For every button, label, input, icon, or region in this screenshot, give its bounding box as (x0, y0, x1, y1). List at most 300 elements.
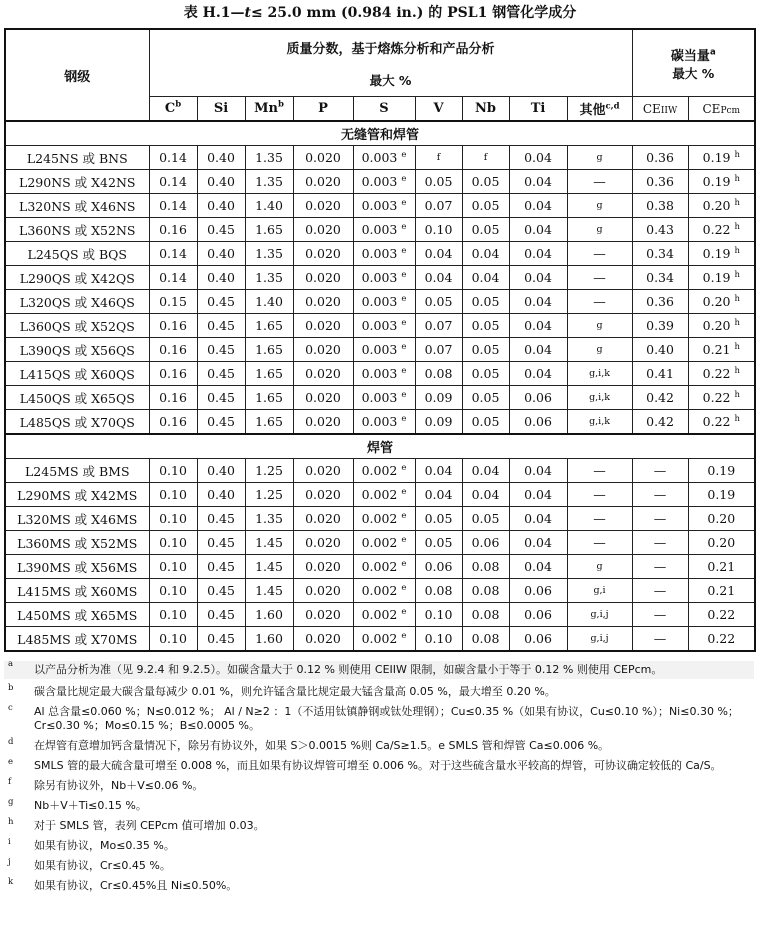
value-text: 0.19 (707, 487, 736, 502)
column-label: C (164, 101, 176, 116)
value-cell: 0.10 (149, 459, 197, 483)
footnote-label: i (8, 837, 11, 847)
value-cell (688, 459, 755, 483)
value-text: 0.003 (361, 150, 398, 165)
value-cell: 0.08 (462, 603, 509, 627)
column-sub: Pcm (720, 105, 741, 116)
value-cell: 0.05 (415, 531, 462, 555)
footnote (4, 759, 754, 773)
value-cell: 0.04 (462, 459, 509, 483)
value-cell: 0.04 (509, 483, 567, 507)
footnote-label: a (8, 659, 14, 669)
value-cell: — (567, 507, 632, 531)
section-title: 焊管 (5, 434, 755, 459)
carbon-equivalent-header: 碳当量$^a$ 最大 % (632, 29, 755, 97)
value-text: 0.003 (361, 174, 398, 189)
value-cell: 0.14 (149, 194, 197, 218)
value-cell: 0.05 (415, 170, 462, 194)
table-row (5, 242, 755, 266)
value-cell: 0.16 (149, 386, 197, 410)
value-cell: 0.020 (293, 410, 353, 435)
value-cell: 0.45 (197, 531, 245, 555)
value-text: 0.002 (361, 511, 398, 526)
value-cell: 0.08 (462, 627, 509, 652)
value-cell: 0.45 (197, 555, 245, 579)
value-cell: — (632, 627, 688, 652)
value-cell (353, 362, 415, 386)
footnote (4, 685, 754, 699)
value-cell: 0.04 (415, 242, 462, 266)
column-label: Ti (530, 101, 546, 116)
value-cell: 0.16 (149, 314, 197, 338)
value-cell: 0.06 (509, 579, 567, 603)
column-label: V (433, 101, 444, 116)
value-cell: 0.45 (197, 386, 245, 410)
value-cell: 0.06 (509, 410, 567, 435)
value-text: 0.22 (702, 222, 731, 237)
table-row (5, 314, 755, 338)
column-header (509, 97, 567, 122)
value-cell: 1.65 (245, 314, 293, 338)
footnote-ref: h (734, 221, 740, 232)
value-cell: 0.10 (415, 218, 462, 242)
value-cell: 0.04 (509, 531, 567, 555)
value-cell: 0.06 (509, 386, 567, 410)
value-cell: 1.25 (245, 459, 293, 483)
grade-cell: L245QS 或 BQS (5, 242, 149, 266)
value-text: 0.003 (361, 222, 398, 237)
value-cell (353, 579, 415, 603)
value-cell: — (632, 579, 688, 603)
value-cell: 0.020 (293, 507, 353, 531)
value-text: 0.003 (361, 390, 398, 405)
footnote (4, 799, 754, 813)
value-cell: 0.04 (509, 362, 567, 386)
value-cell: 0.04 (509, 170, 567, 194)
footnote (4, 839, 754, 853)
value-cell: 0.14 (149, 266, 197, 290)
value-cell (353, 266, 415, 290)
value-text: 0.003 (361, 366, 398, 381)
footnote-ref: h (734, 341, 740, 352)
value-cell: 0.40 (197, 146, 245, 170)
value-cell: 0.15 (149, 290, 197, 314)
value-cell: 0.04 (509, 290, 567, 314)
footnote-text: SMLS 管的最大硫含量可增至 0.008 %，而且如果有协议焊管可增至 0.006 %。对于这些硫含量水平较高的焊管，可协议确定较低的 Ca/S。 (34, 759, 722, 772)
value-text: 0.002 (361, 535, 398, 550)
column-header (688, 97, 755, 122)
footnote-ref: e (401, 534, 407, 545)
value-cell: 0.45 (197, 314, 245, 338)
column-header (197, 97, 245, 122)
grade-cell: L290MS 或 X42MS (5, 483, 149, 507)
value-cell: 0.06 (509, 627, 567, 652)
value-cell: 0.36 (632, 146, 688, 170)
value-cell: 0.45 (197, 627, 245, 652)
value-cell: 0.16 (149, 218, 197, 242)
value-cell: 0.45 (197, 603, 245, 627)
value-text: 0.003 (361, 294, 398, 309)
table-row (5, 483, 755, 507)
value-cell: 0.04 (462, 242, 509, 266)
grade-cell: L415QS 或 X60QS (5, 362, 149, 386)
value-cell (688, 290, 755, 314)
column-header (632, 97, 688, 122)
grade-header: 钢级 (5, 29, 149, 121)
value-cell: 1.65 (245, 410, 293, 435)
value-text: 0.22 (707, 607, 736, 622)
footnote-label: b (8, 683, 14, 693)
grade-cell: L360NS 或 X52NS (5, 218, 149, 242)
grade-cell: L450QS 或 X65QS (5, 386, 149, 410)
footnote-ref: h (734, 413, 740, 424)
grade-cell: L320QS 或 X46QS (5, 290, 149, 314)
value-cell: 1.65 (245, 362, 293, 386)
value-cell: 0.04 (509, 218, 567, 242)
value-cell: 1.35 (245, 146, 293, 170)
value-cell (353, 483, 415, 507)
value-cell: 0.08 (415, 579, 462, 603)
value-cell: — (632, 531, 688, 555)
value-cell: — (632, 483, 688, 507)
footnote (4, 705, 754, 733)
value-cell: g,i,j (567, 603, 632, 627)
footnote-label: g (8, 797, 14, 807)
value-cell: 0.14 (149, 242, 197, 266)
footnote-label: h (8, 817, 14, 827)
footnote-ref: e (401, 317, 407, 328)
value-cell: 0.020 (293, 314, 353, 338)
section-title: 无缝管和焊管 (5, 121, 755, 146)
value-cell: 0.07 (415, 338, 462, 362)
value-text: 0.003 (361, 342, 398, 357)
column-sup: b (175, 99, 182, 110)
column-sup: c,d (605, 101, 620, 112)
value-cell: 0.05 (462, 218, 509, 242)
grade-cell: L360QS 或 X52QS (5, 314, 149, 338)
value-cell (353, 242, 415, 266)
value-cell: 0.04 (509, 555, 567, 579)
value-cell: 0.020 (293, 386, 353, 410)
column-header (415, 97, 462, 122)
value-cell: 0.07 (415, 194, 462, 218)
value-cell: — (632, 555, 688, 579)
value-cell: 0.05 (462, 507, 509, 531)
value-cell: 0.45 (197, 579, 245, 603)
table-row (5, 603, 755, 627)
section-row (5, 121, 755, 146)
value-cell (353, 146, 415, 170)
value-text: 0.22 (702, 366, 731, 381)
footnote-text: 如果有协议，Cr≤0.45%且 Ni≤0.50%。 (34, 879, 238, 892)
footnote (4, 879, 754, 893)
grade-cell: L290QS 或 X42QS (5, 266, 149, 290)
value-cell (353, 603, 415, 627)
table-row (5, 146, 755, 170)
value-cell: 0.16 (149, 410, 197, 435)
footnote-label: e (8, 757, 14, 767)
value-cell: 0.45 (197, 410, 245, 435)
footnote-ref: e (401, 582, 407, 593)
table-row (5, 386, 755, 410)
value-cell: 0.45 (197, 362, 245, 386)
value-cell: 0.05 (462, 194, 509, 218)
table-row (5, 579, 755, 603)
footnote-ref: h (734, 365, 740, 376)
value-cell: 0.40 (197, 483, 245, 507)
value-cell: 0.45 (197, 338, 245, 362)
value-cell: — (567, 483, 632, 507)
table-row (5, 410, 755, 435)
grade-cell: L290NS 或 X42NS (5, 170, 149, 194)
column-header (567, 97, 632, 122)
value-cell: — (567, 531, 632, 555)
value-cell: 0.05 (462, 338, 509, 362)
footnote-ref: e (401, 413, 407, 424)
value-cell: 0.10 (149, 579, 197, 603)
value-cell: 0.05 (462, 290, 509, 314)
column-sup: b (277, 99, 284, 110)
value-cell (353, 531, 415, 555)
value-text: 0.20 (702, 318, 731, 333)
grade-cell: L485MS 或 X70MS (5, 627, 149, 652)
value-cell: 0.14 (149, 146, 197, 170)
footnote-ref: e (401, 558, 407, 569)
value-cell (688, 531, 755, 555)
footnote-ref: h (734, 245, 740, 256)
value-text: 0.19 (707, 463, 736, 478)
value-cell: 0.05 (462, 314, 509, 338)
value-cell: 1.40 (245, 194, 293, 218)
value-text: 0.22 (707, 631, 736, 646)
value-cell (353, 386, 415, 410)
column-header (462, 97, 509, 122)
value-text: 0.002 (361, 631, 398, 646)
grade-cell: L320NS 或 X46NS (5, 194, 149, 218)
footnote-ref: e (401, 245, 407, 256)
value-cell: 0.08 (462, 555, 509, 579)
column-header (293, 97, 353, 122)
footnote-label: d (8, 737, 14, 747)
footnote-label: j (8, 857, 11, 867)
value-cell: 0.06 (509, 603, 567, 627)
column-sub: IIW (660, 105, 678, 116)
table-row (5, 266, 755, 290)
value-cell (688, 194, 755, 218)
value-cell (688, 170, 755, 194)
footnote-label: k (8, 877, 14, 887)
value-cell: 0.36 (632, 170, 688, 194)
value-cell: 0.05 (415, 290, 462, 314)
value-cell: 0.020 (293, 266, 353, 290)
value-cell: 0.04 (509, 146, 567, 170)
value-cell: — (567, 170, 632, 194)
column-label: CE (702, 101, 721, 116)
footnote-text: 对于 SMLS 管，表列 CEPcm 值可增加 0.03。 (34, 819, 265, 832)
value-cell: 0.04 (509, 194, 567, 218)
footnote-ref: e (401, 149, 407, 160)
value-cell: — (632, 459, 688, 483)
value-cell: — (567, 290, 632, 314)
value-cell (688, 555, 755, 579)
value-text: 0.22 (702, 390, 731, 405)
value-cell: g (567, 146, 632, 170)
table-row (5, 555, 755, 579)
grade-cell: L415MS 或 X60MS (5, 579, 149, 603)
value-cell: g (567, 338, 632, 362)
value-cell: — (567, 266, 632, 290)
footnote-label: c (8, 703, 13, 713)
value-cell: 0.10 (149, 627, 197, 652)
value-text: 0.003 (361, 246, 398, 261)
value-cell: 0.40 (197, 459, 245, 483)
column-label: 其他 (579, 103, 606, 118)
value-cell (688, 218, 755, 242)
value-text: 0.19 (702, 270, 731, 285)
table-row (5, 459, 755, 483)
value-cell: 1.40 (245, 290, 293, 314)
value-cell: 0.14 (149, 170, 197, 194)
value-cell: 0.45 (197, 290, 245, 314)
grade-cell: L390MS 或 X56MS (5, 555, 149, 579)
footnote-ref: e (401, 389, 407, 400)
table-row (5, 362, 755, 386)
value-cell: 0.05 (462, 410, 509, 435)
value-cell: 0.04 (415, 266, 462, 290)
value-cell (353, 170, 415, 194)
value-text: 0.20 (707, 511, 736, 526)
value-cell (688, 579, 755, 603)
value-cell: 0.09 (415, 410, 462, 435)
value-cell: f (462, 146, 509, 170)
value-text: 0.002 (361, 607, 398, 622)
value-cell (688, 146, 755, 170)
value-cell: 0.43 (632, 218, 688, 242)
value-cell: 1.35 (245, 170, 293, 194)
footnote-ref: h (734, 173, 740, 184)
value-cell (353, 459, 415, 483)
grade-cell: L360MS 或 X52MS (5, 531, 149, 555)
value-cell (688, 314, 755, 338)
footnote-ref: e (401, 221, 407, 232)
table-row (5, 194, 755, 218)
value-text: 0.21 (707, 583, 736, 598)
table-row (5, 290, 755, 314)
value-cell: 0.04 (462, 266, 509, 290)
value-cell: g (567, 194, 632, 218)
value-cell: 0.020 (293, 627, 353, 652)
value-cell: g,i,k (567, 410, 632, 435)
value-text: 0.20 (702, 198, 731, 213)
grade-cell: L485QS 或 X70QS (5, 410, 149, 435)
value-text: 0.003 (361, 270, 398, 285)
value-cell (688, 627, 755, 652)
chemical-composition-table (4, 28, 756, 652)
value-cell: — (632, 603, 688, 627)
value-cell: 0.020 (293, 170, 353, 194)
value-cell: 0.08 (415, 362, 462, 386)
value-cell (688, 266, 755, 290)
grade-cell: L320MS 或 X46MS (5, 507, 149, 531)
value-cell: 0.020 (293, 579, 353, 603)
footnote (4, 819, 754, 833)
value-cell: 0.10 (149, 603, 197, 627)
value-cell: 0.10 (149, 507, 197, 531)
value-cell: 0.07 (415, 314, 462, 338)
value-cell: — (567, 459, 632, 483)
value-cell: 0.020 (293, 555, 353, 579)
value-cell: f (415, 146, 462, 170)
value-cell (353, 290, 415, 314)
value-cell: 0.10 (149, 555, 197, 579)
value-text: 0.22 (702, 414, 731, 429)
footnote-text: 如果有协议，Cr≤0.45 %。 (34, 859, 171, 872)
value-text: 0.003 (361, 414, 398, 429)
value-cell: 0.05 (462, 362, 509, 386)
grade-cell: L245NS 或 BNS (5, 146, 149, 170)
value-text: 0.21 (702, 342, 731, 357)
value-cell: 1.60 (245, 603, 293, 627)
value-cell (353, 218, 415, 242)
value-cell (353, 338, 415, 362)
value-cell: 0.40 (197, 170, 245, 194)
value-cell: 0.04 (415, 459, 462, 483)
value-cell: 0.34 (632, 266, 688, 290)
value-text: 0.21 (707, 559, 736, 574)
value-cell: 0.020 (293, 194, 353, 218)
footnote-ref: e (401, 293, 407, 304)
value-cell: 0.10 (415, 603, 462, 627)
value-cell: 1.60 (245, 627, 293, 652)
value-cell: — (632, 507, 688, 531)
value-cell (688, 603, 755, 627)
value-text: 0.002 (361, 487, 398, 502)
footnote-ref: e (401, 365, 407, 376)
footnotes (4, 661, 754, 899)
value-cell: 0.16 (149, 338, 197, 362)
footnote-ref: e (401, 341, 407, 352)
value-text: 0.20 (707, 535, 736, 550)
table-row (5, 218, 755, 242)
value-text: 0.19 (702, 174, 731, 189)
value-text: 0.002 (361, 463, 398, 478)
value-cell: 0.45 (197, 218, 245, 242)
footnote-text: 以产品分析为准（见 9.2.4 和 9.2.5）。如碳含量大于 0.12 % 则使用 CEIIW 限制，如碳含量小于等于 0.12 % 则使用 CEPcm。 (34, 663, 663, 676)
value-cell: g (567, 314, 632, 338)
footnote-ref: e (401, 269, 407, 280)
grade-cell: L245MS 或 BMS (5, 459, 149, 483)
footnote-ref: h (734, 149, 740, 160)
value-cell: 1.45 (245, 579, 293, 603)
column-header (353, 97, 415, 122)
column-header (149, 97, 197, 122)
footnote-ref: h (734, 197, 740, 208)
footnote-text: 碳含量比规定最大碳含量每减少 0.01 %，则允许锰含量比规定最大锰含量高 0.05 %，最大增至 0.20 %。 (34, 685, 556, 698)
footnote (4, 859, 754, 873)
column-label: S (379, 101, 389, 116)
value-cell: 0.34 (632, 242, 688, 266)
value-cell: 0.42 (632, 410, 688, 435)
footnote-ref: e (401, 510, 407, 521)
value-cell: 0.04 (509, 314, 567, 338)
page-title: 表 H.1—t≤ 25.0 mm (0.984 in.) 的 PSL1 钢管化学成分 (183, 5, 577, 21)
value-text: 0.19 (702, 150, 731, 165)
value-cell (688, 242, 755, 266)
value-cell: g (567, 218, 632, 242)
value-cell (688, 338, 755, 362)
value-cell: g,i (567, 579, 632, 603)
value-cell: 0.020 (293, 483, 353, 507)
